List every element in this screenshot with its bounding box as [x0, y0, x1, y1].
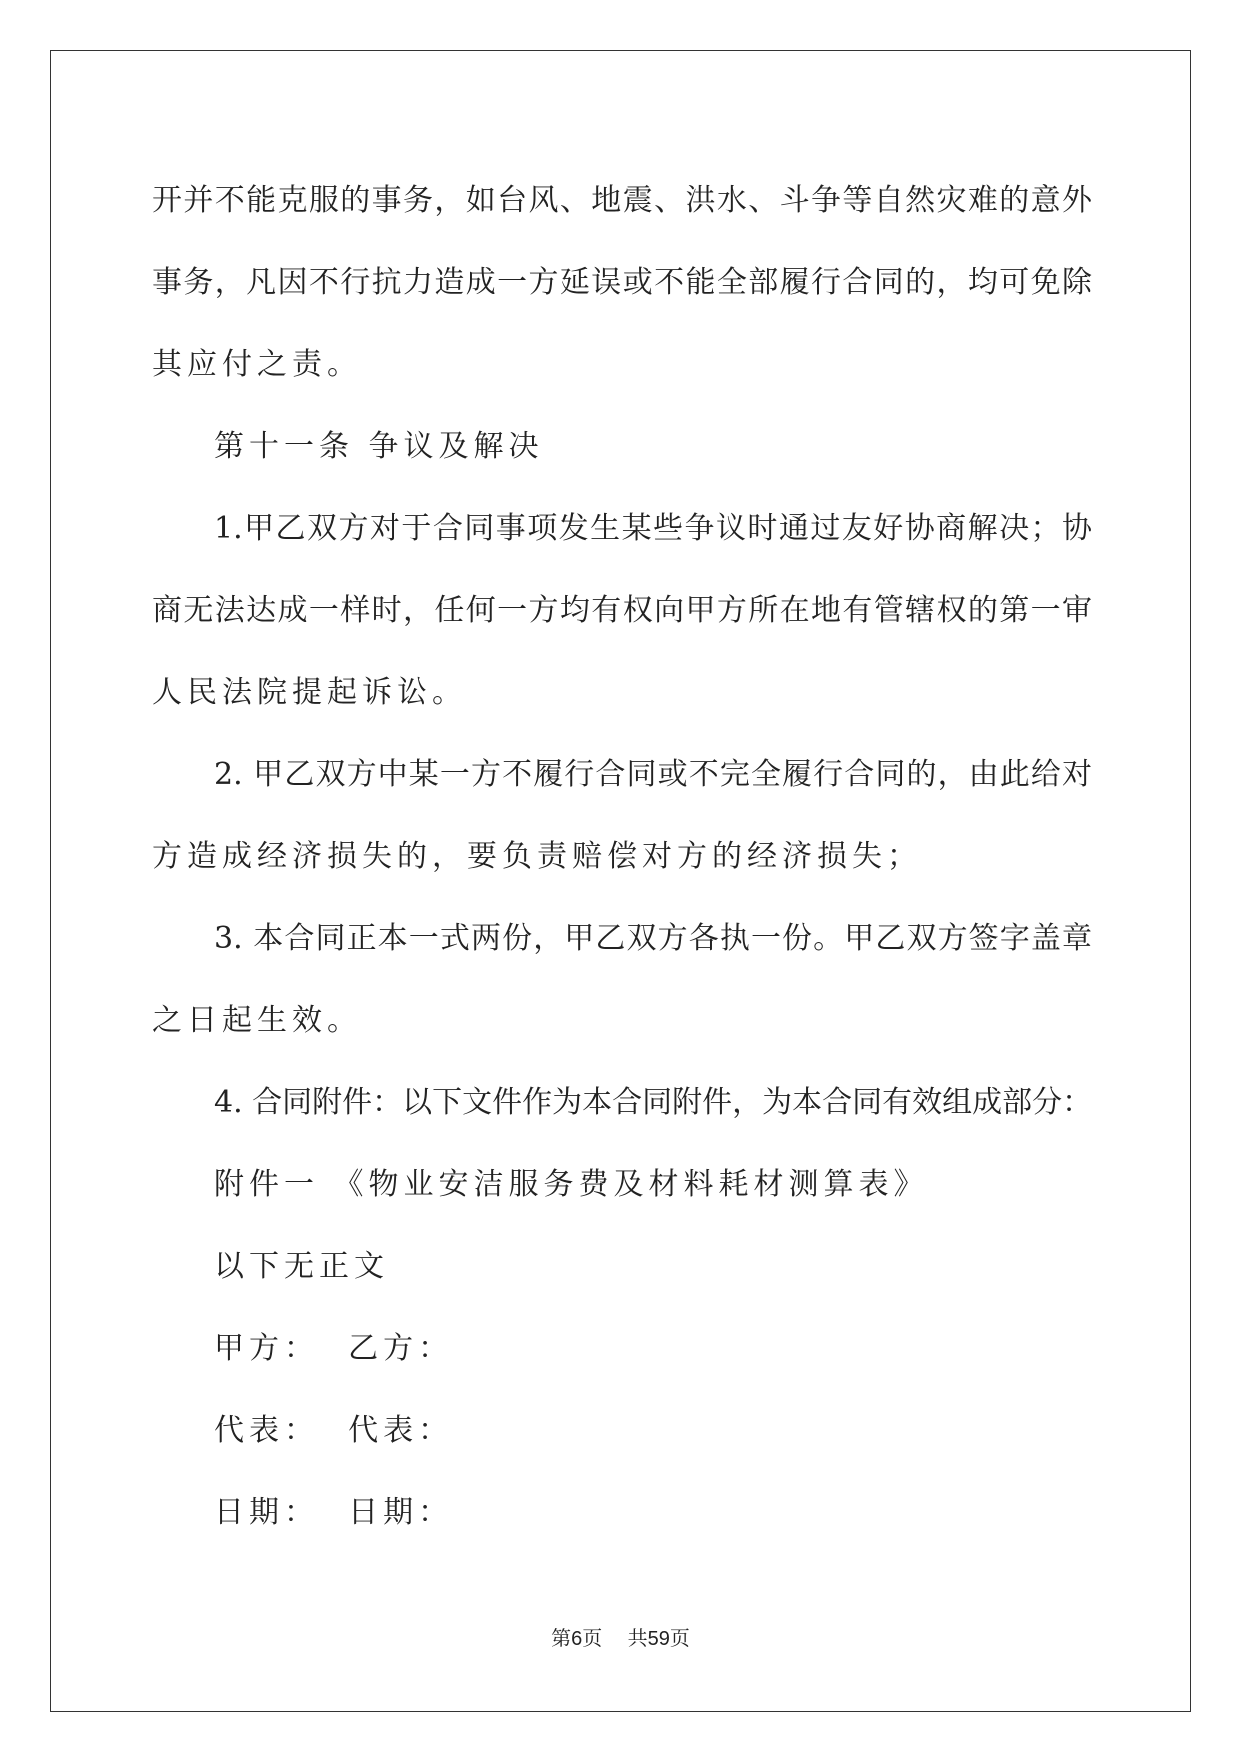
footer-total-suffix: 页: [669, 1626, 690, 1650]
end-of-text-line: 以下无正文: [214, 1249, 389, 1284]
paragraph-line: 商无法达成一样时，任何一方均有权向甲方所在地有管辖权的第一审: [152, 593, 1092, 628]
footer-total-prefix: 共: [627, 1626, 648, 1650]
paragraph-line: 4. 合同附件：以下文件作为本合同附件，为本合同有效组成部分：: [214, 1085, 1093, 1120]
paragraph-line: 开并不能克服的事务，如台风、地震、洪水、斗争等自然灾难的意外: [152, 183, 1092, 218]
document-body: [152, 160, 1092, 1554]
page-footer: [0, 1622, 1241, 1651]
signature-representative-line: 代表： 代表：: [214, 1413, 454, 1448]
paragraph-line: 事务，凡因不行抗力造成一方延误或不能全部履行合同的，均可免除: [152, 265, 1092, 300]
paragraph-line: 人民法院提起诉讼。: [152, 675, 467, 710]
signature-party-line: 甲方： 乙方：: [214, 1331, 454, 1366]
paragraph-line: 3. 本合同正本一式两份，甲乙双方各执一份。甲乙双方签字盖章: [214, 921, 1092, 956]
paragraph-line: 2. 甲乙双方中某一方不履行合同或不完全履行合同的，由此给对: [214, 757, 1092, 792]
signature-date-line: 日期： 日期：: [214, 1495, 454, 1530]
attachment-line: 附件一 《物业安洁服务费及材料耗材测算表》: [214, 1167, 929, 1202]
paragraph-line: 方造成经济损失的，要负责赔偿对方的经济损失；: [152, 839, 922, 874]
paragraph-line: 之日起生效。: [152, 1003, 362, 1038]
section-heading: 第十一条 争议及解决: [214, 429, 544, 464]
total-page-number: 59: [647, 1628, 670, 1650]
paragraph-line: 1.甲乙双方对于合同事项发生某些争议时通过友好协商解决；协: [214, 511, 1092, 546]
footer-page-word: 页: [582, 1626, 603, 1650]
footer-prefix: 第: [551, 1626, 572, 1650]
paragraph-line: 其应付之责。: [152, 347, 362, 382]
current-page-number: 6: [571, 1628, 583, 1650]
